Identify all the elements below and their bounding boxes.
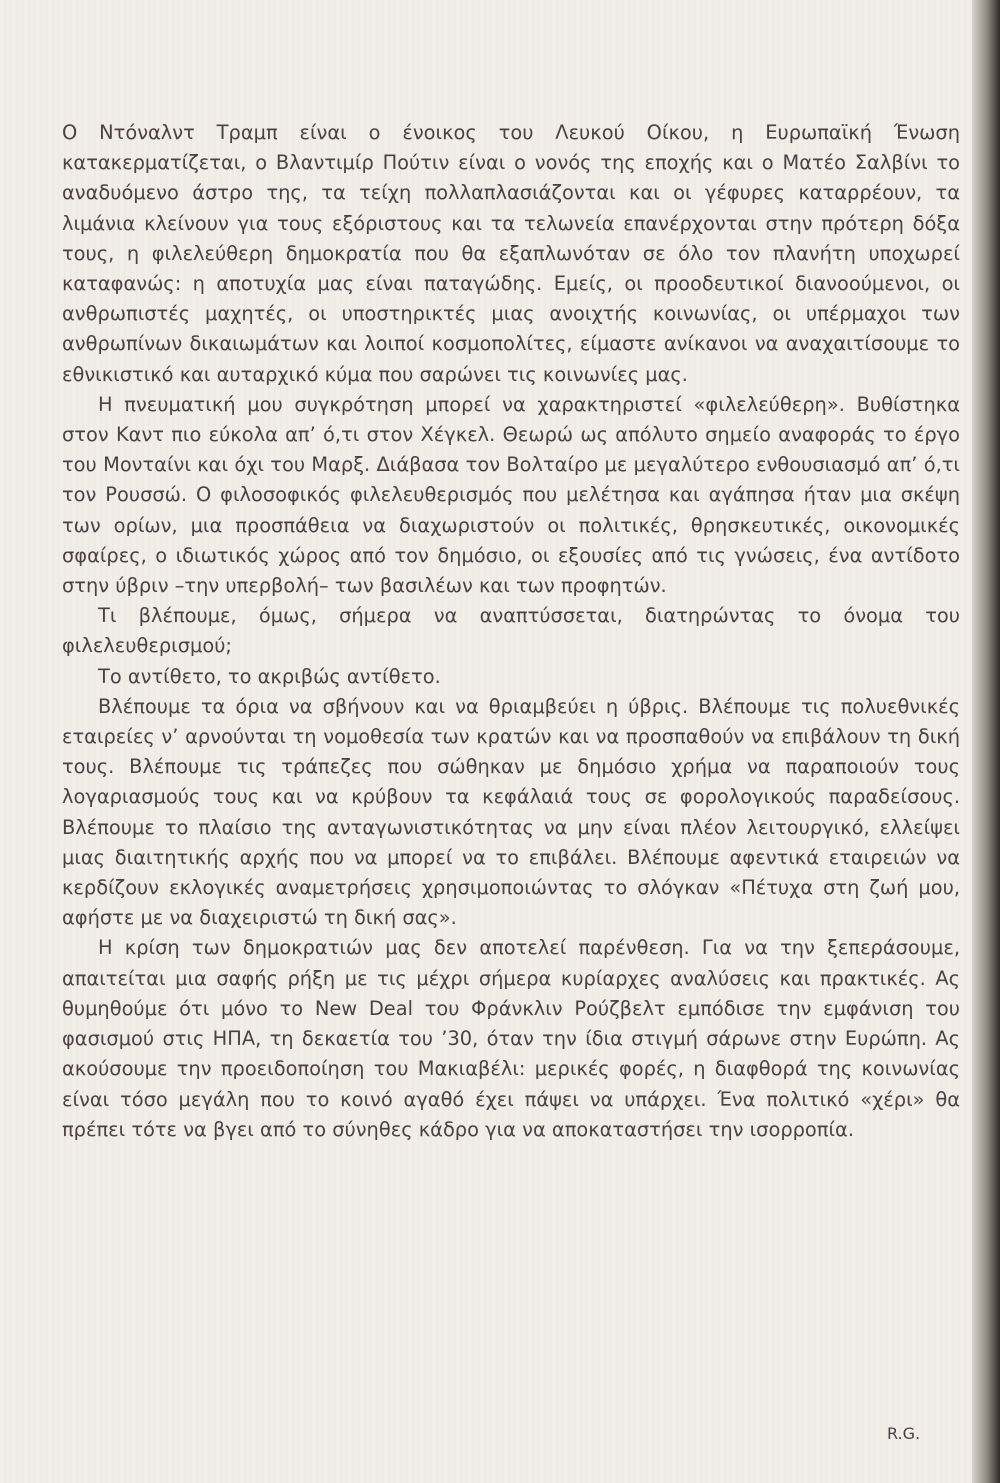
blurb-text xyxy=(62,118,960,1145)
paragraph-6: Η κρίση των δημοκρατιών μας δεν αποτελεί παρένθεση. Για να την ξεπεράσουμε, απαιτείται μια σαφής ρήξη με τις μέχρι σήμερα κυρίαρχες αναλύσεις και πρακτικές. Ας θυμηθούμε ότι μόνο το New Deal του Φράνκλιν Ρούζβελτ εμπόδισε την εμφάνιση του φασισμού στις ΗΠΑ, τη δεκαετία του ’30, όταν την ίδια στιγμή σάρωνε στην Ευρώπη. Ας ακούσουμε την προειδοποίηση του Μακιαβέλι: μερικές φορές, η διαφθορά της κοινωνίας είναι τόσο μεγάλη που το κοινό αγαθό έχει πάψει να υπάρχει. Ένα πολιτικό «χέρι» θα πρέπει τότε να βγει από το σύνηθες κάδρο για να αποκαταστήσει την ισορροπία. xyxy=(62,936,960,1141)
paragraph-3: Τι βλέπουμε, όμως, σήμερα να αναπτύσσεται, διατηρώντας το όνομα του φιλελευθερισμού; xyxy=(62,604,960,658)
paragraph-1: Ο Ντόναλντ Τραμπ είναι ο ένοικος του Λευκού Οίκου, η Ευρωπαϊκή Ένωση κατακερματίζεται, ο Βλαντιμίρ Πούτιν είναι ο νονός της εποχής και ο Ματέο Σαλβίνι το αναδυόμενο άστρο της, τα τείχη πολλαπλασιάζονται και οι γέφυρες καταρρέουν, τα λιμάνια κλείνουν για τους εξόριστους και τα τελωνεία επανέρχονται στην πρότερη δόξα τους, η φιλελεύθερη δημοκρατία που θα εξαπλωνόταν σε όλο τον πλανήτη υποχωρεί καταφανώς: η αποτυχία μας είναι παταγώδης. Εμείς, οι προοδευτικοί διανοούμενοι, οι ανθρωπιστές μαχητές, οι υποστηρικτές μιας ανοιχτής κοινωνίας, οι υπέρμαχοι των ανθρωπίνων δικαιωμάτων και λοιποί κοσμοπολίτες, είμαστε ανίκανοι να αναχαιτίσουμε το εθνικιστικό και αυταρχικό κύμα που σαρώνει τις κοινωνίες μας. xyxy=(62,121,960,386)
paragraph-4: Το αντίθετο, το ακριβώς αντίθετο. xyxy=(98,664,441,688)
author-initials: R.G. xyxy=(887,1424,921,1443)
paragraph-5: Βλέπουμε τα όρια να σβήνουν και να θριαμβεύει η ύβρις. Βλέπουμε τις πολυεθνικές εταιρείες ν’ αρνούνται τη νομοθεσία των κρατών και να προσπαθούν να επιβάλουν τη δική τους. Βλέπουμε τις τράπεζες που σώθηκαν με δημόσιο χρήμα να παραποιούν τους λογαριασμούς τους και να κρύβουν τα κεφάλαιά τους σε φορολογικούς παραδείσους. Βλέπουμε το πλαίσιο της ανταγωνιστικότητας να μην είναι πλέον λειτουργικό, ελλείψει μιας διαιτητικής αρχής που να μπορεί να το επιβάλει. Βλέπουμε αφεντικά εταιρειών να κερδίζουν εκλογικές αναμετρήσεις χρησιμοποιώντας το σλόγκαν «Πέτυχα στη ζωή μου, αφήστε με να διαχειριστώ τη δική σας». xyxy=(62,694,960,930)
paragraph-2: Η πνευματική μου συγκρότηση μπορεί να χαρακτηριστεί «φιλελεύθερη». Βυθίστηκα στον Καντ πιο εύκολα απ’ ό,τι στον Χέγκελ. Θεωρώ ως απόλυτο σημείο αναφοράς το έργο του Μονταίνι και όχι του Μαρξ. Διάβασα τον Βολταίρο με μεγαλύτερο ενθουσιασμό απ’ ό,τι τον Ρουσσώ. Ο φιλοσοφικός φιλελευθερισμός που μελέτησα και αγάπησα ήταν μια σκέψη των ορίων, μια προσπάθεια να διαχωριστούν οι πολιτικές, θρησκευτικές, οικονομικές σφαίρες, ο ιδιωτικός χώρος από τον δημόσιο, οι εξουσίες από τις γνώσεις, ένα αντίδοτο στην ύβριν –την υπερβολή– των βασιλέων και των προφητών. xyxy=(62,392,960,598)
book-spine-edge xyxy=(972,0,1000,1483)
